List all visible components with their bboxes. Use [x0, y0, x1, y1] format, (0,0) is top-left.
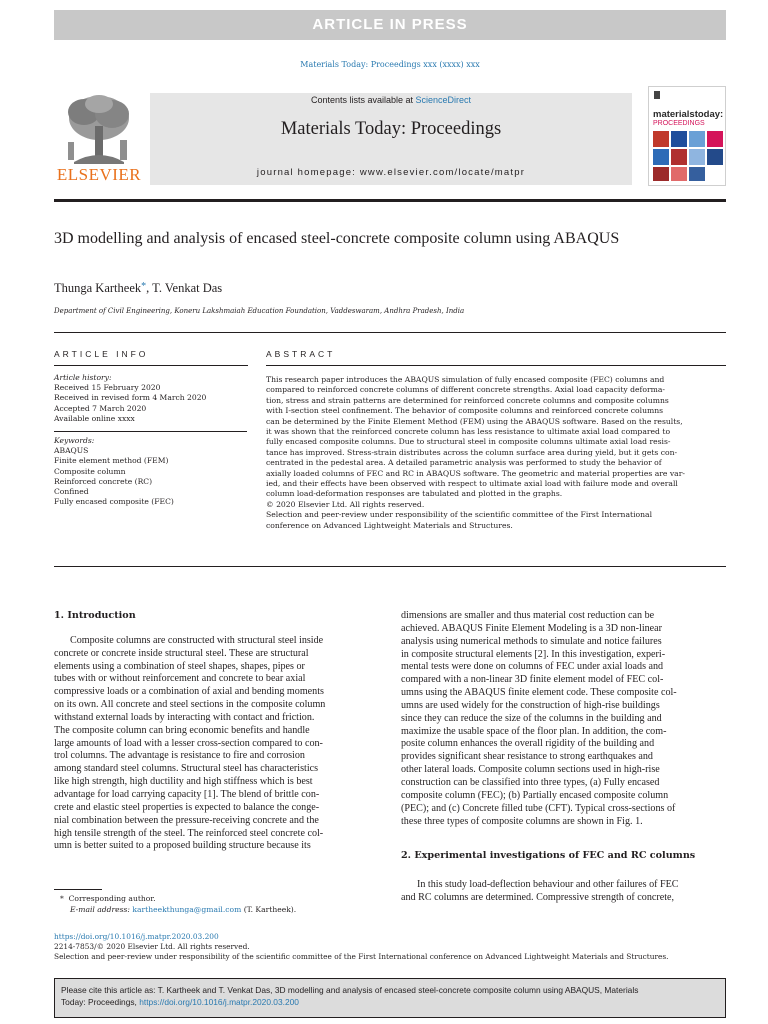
body-line: umns using the ABAQUS finite element code. These composite col- [401, 687, 677, 699]
body-line: Composite columns are constructed with structural steel inside [70, 634, 324, 646]
body-line: advantage for load carrying capacity [1]. The blend of brittle con- [54, 788, 320, 800]
body-line: other lateral loads. Composite column sections used in high-rise [401, 764, 660, 776]
body-line: trol columns. The advantage is resistance to fire and corrosion [54, 750, 305, 762]
cover-art [649, 87, 726, 186]
body-line: tubes with or without reinforcement and concrete to bear axial [54, 673, 306, 685]
body-line: In this study load-deflection behaviour and other failures of FEC [417, 879, 679, 891]
body-line: since they can reduce the size of the columns in the building and [401, 712, 662, 724]
body-line: maximize the usable space of the floor plan. In addition, the com- [401, 725, 667, 737]
body-line: high tensile strength of the steel. The reinforced steel concrete col- [54, 827, 324, 839]
body-line: posite column enhances the overall rigidity of the building and [401, 738, 655, 750]
body-line: achieved. ABAQUS Finite Element Modeling is a 3D non-linear [401, 622, 662, 634]
keyword: Confined [54, 487, 89, 497]
body-line: large amounts of load with a lesser cross-section compared to con- [54, 737, 323, 749]
abstract-line: tance has improved. Stress-strain distributes across the column surface area during yield, but it gets con- [266, 447, 678, 457]
abstract-line: This research paper introduces the ABAQUS simulation of fully encased composite (FEC) columns and [266, 375, 665, 384]
abstract-rule [266, 365, 726, 366]
header-rule [54, 199, 726, 202]
footnote-email-line [54, 904, 384, 915]
keyword: Fully encased composite (FEC) [54, 497, 174, 507]
body-line: compared with a non-linear 3D finite element model of FEC col- [401, 674, 664, 686]
footnote-mark: * [60, 894, 64, 903]
journal-title: Materials Today: Proceedings [280, 119, 502, 139]
article-in-press-banner: ARTICLE IN PRESS [54, 10, 726, 40]
contents-prefix: Contents lists available at [310, 95, 416, 105]
abstract-bottom-rule [54, 566, 726, 567]
abstract-selection-line: Selection and peer-review under responsibility of the scientific committee of the First International [266, 510, 653, 520]
issn-line: 2214-7853/© 2020 Elsevier Ltd. All rights reserved. [54, 942, 250, 951]
body-line: withstand external loads by interacting with contact and friction. [54, 711, 315, 723]
abstract-line: with I-section steel confinement. The behavior of composite columns and reinforced concrete columns [266, 406, 664, 416]
email-label: E-mail address: [70, 905, 133, 915]
body-line: and RC columns are determined. Compressive strength of concrete, [401, 892, 675, 904]
abstract-line: can be determined by the Finite Element Method (FEM) using the ABAQUS software. Based on the results, [266, 416, 683, 426]
body-column-right [401, 610, 727, 905]
body-line: elements using a combination of steel shapes, shapes, pipes or [54, 660, 305, 672]
email-link[interactable]: kartheekthunga@gmail.com [132, 905, 242, 915]
homepage-url[interactable]: www.elsevier.com/locate/matpr [359, 167, 526, 178]
section-heading-introduction: 1. Introduction [54, 610, 136, 621]
author-name: Thunga Kartheek [54, 281, 142, 295]
keywords-rule [54, 431, 247, 432]
history-label: Article history: [54, 373, 112, 382]
history-item: Available online xxxx [54, 413, 135, 423]
footnote [54, 893, 384, 915]
keyword: Finite element method (FEM) [54, 456, 169, 466]
corresponding-author-mark[interactable]: * [141, 281, 147, 292]
journal-cover-thumbnail[interactable] [648, 86, 726, 186]
body-line: in composite structural elements [2]. In this investigation, experi- [401, 648, 666, 660]
selection-line: Selection and peer-review under responsibility of the scientific committee of the First International conference on Advanced Lightweight Materials and Structures. [54, 952, 669, 961]
body-line: crete and elastic steel properties is expected to balance the conge- [54, 801, 320, 813]
body-line: analysis using numerical methods to simulate and notice failures [401, 635, 662, 647]
body-line: compressive loads or a combination of axial and bending moments [54, 686, 324, 698]
citation-prefix: Today: Proceedings, [61, 996, 140, 1007]
journal-homepage [150, 167, 632, 178]
keywords-label: Keywords: [54, 436, 95, 446]
body-line: composite column (FEC); (b) Partially encased composite column [401, 789, 669, 801]
body-line: provides significant shear resistance to strong earthquakes and [401, 751, 653, 763]
abstract-heading: ABSTRACT [266, 349, 336, 359]
body-line: umn is better suited to a proposed building structure because its [54, 840, 311, 852]
body-line: on its own. All concrete and steel sections in the composite column [54, 699, 326, 711]
affiliation: Department of Civil Engineering, Koneru Lakshmaiah Education Foundation, Vaddeswaram, Andhra Pradesh, India [54, 307, 465, 315]
body-line: dimensions are smaller and thus material cost reduction can be [401, 610, 655, 621]
section-heading-experimental: 2. Experimental investigations of FEC and RC columns [401, 850, 696, 862]
abstract-line: tion, stress and strain patterns are determined for reinforced concrete columns and composite columns [266, 395, 669, 405]
body-line: like high strength, high ductility and high stiffness which is best [54, 776, 313, 788]
abstract-line: axially loaded columns of FEC and RC in ABAQUS software. The geometric and material properties are var- [266, 468, 685, 478]
doi-link[interactable]: https://doi.org/10.1016/j.matpr.2020.03.200 [54, 932, 219, 941]
body-line: among standard steel columns. Structural steel has characteristics [54, 763, 319, 775]
article-title: 3D modelling and analysis of encased steel-concrete composite column using ABAQUS [54, 230, 620, 247]
affiliation-rule [54, 332, 726, 333]
cover-brand-sub: PROCEEDINGS [653, 120, 705, 127]
abstract-line: ied, and their effects have been observed with respect to ultimate axial load with failure mode and overall [266, 479, 678, 489]
body-line: The composite column can bring economic benefits and handle [54, 724, 310, 736]
homepage-label: journal homepage: [256, 167, 360, 178]
keyword: Reinforced concrete (RC) [54, 476, 153, 486]
abstract-copyright: © 2020 Elsevier Ltd. All rights reserved. [266, 499, 425, 509]
sciencedirect-link[interactable]: ScienceDirect [415, 95, 472, 105]
journal-reference[interactable]: Materials Today: Proceedings xxx (xxxx) xxx [300, 60, 480, 69]
body-line: these three types of composite columns are shown in Fig. 1. [401, 815, 643, 827]
citation-line: Please cite this article as: T. Kartheek and T. Venkat Das, 3D modelling and analysis of encased steel-concrete composite column using ABAQUS, Materials [61, 985, 639, 995]
body-line: concrete or concrete inside structural steel. These are structural [54, 647, 309, 659]
abstract-line: fully encased composite columns. Due to structural steel in composite columns ultimate axial load resis- [266, 437, 671, 447]
abstract-body [266, 375, 726, 531]
abstract-line: it was shown that the reinforced concrete column has less resistance to ultimate axial load compared to [266, 427, 671, 437]
bottom-metadata [54, 932, 734, 962]
body-column-left [54, 610, 380, 853]
footnote-line [54, 893, 384, 904]
elsevier-wordmark: ELSEVIER [56, 165, 142, 184]
abstract-line: centrated in the pedestal area. A detailed parametric analysis was performed to study the behavior of [266, 458, 662, 468]
article-info-heading: ARTICLE INFO [54, 349, 149, 359]
body-line: nial combination between the pressure-receiving concrete and the [54, 814, 319, 826]
body-line: construction can be classified into three types, (a) Fully encased [401, 776, 660, 788]
article-info-rule [54, 365, 248, 366]
body-line: umns are used widely for the construction of high-rise buildings [401, 699, 660, 711]
abstract-line: compared to reinforced concrete columns of different concrete strengths. Axial load capacity deforma- [266, 385, 666, 395]
citation-box [54, 978, 726, 1018]
email-suffix: (T. Kartheek). [241, 905, 297, 915]
citation-line [61, 997, 719, 1009]
history-item: Received in revised form 4 March 2020 [54, 393, 207, 403]
keyword: ABAQUS [54, 446, 89, 456]
history-item: Accepted 7 March 2020 [54, 403, 147, 413]
cover-brand-main: materialstoday: [653, 109, 724, 120]
author-name: T. Venkat Das [152, 281, 223, 295]
footnote-label: Corresponding author. [68, 894, 156, 903]
abstract-selection-line: conference on Advanced Lightweight Materials and Structures. [266, 520, 513, 530]
contents-availability [150, 95, 632, 105]
abstract-line: column load-deformation responses are tabulated and plotted in the graphs. [266, 489, 563, 499]
footnote-rule [54, 889, 102, 890]
citation-doi-link[interactable]: https://doi.org/10.1016/j.matpr.2020.03.200 [139, 996, 299, 1007]
author-separator: , [146, 281, 153, 295]
body-line: (PEC); and (c) Concrete filled tube (CFT). Typical cross-sections of [401, 802, 676, 814]
keyword: Composite column [54, 466, 126, 476]
author-line [54, 281, 222, 296]
body-line: mental tests were done on columns of FEC under axial loads and [401, 661, 664, 673]
history-item: Received 15 February 2020 [54, 383, 161, 393]
article-info-box [54, 373, 247, 507]
